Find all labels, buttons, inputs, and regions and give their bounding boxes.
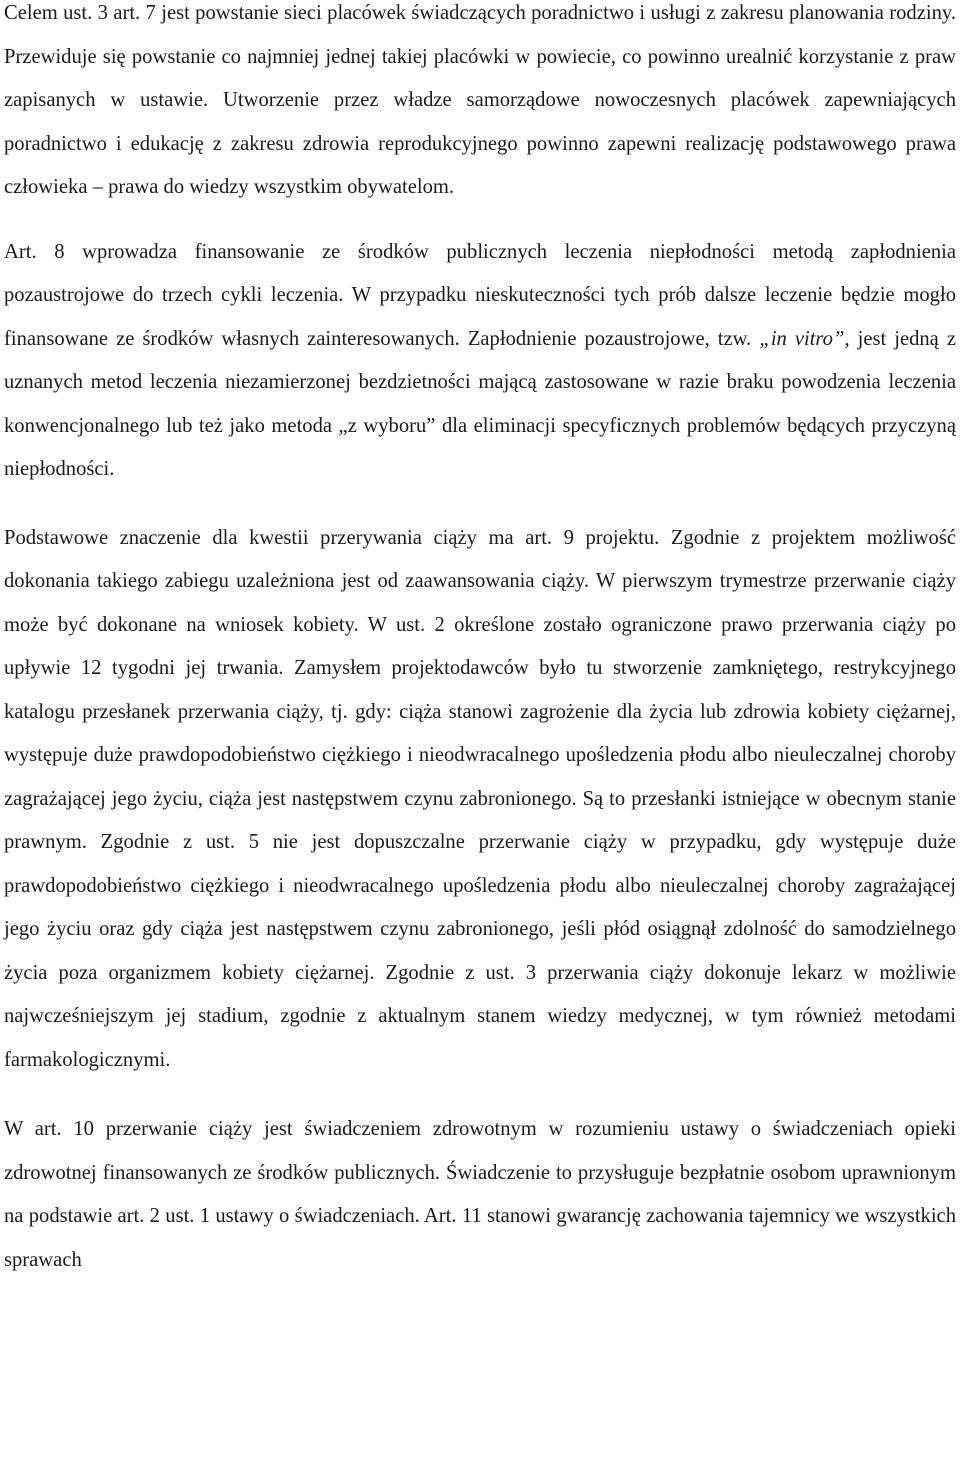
paragraph-art-7: [4, 0, 956, 210]
paragraph-art-9-text: Podstawowe znaczenie dla kwestii przerywania ciąży ma art. 9 projektu. Zgodnie z projektem możliwość dokonania takiego zabiegu uzależniona jest od zaawansowania ciąży. W pierwszym trymestrze przerwanie ciąży może być dokonane na wniosek kobiety. W ust. 2 określone zostało ograniczone prawo przerwania ciąży po upływie 12 tygodni jej trwania. Zamysłem projektodawców było tu stworzenie zamkniętego, restrykcyjnego katalogu przesłanek przerwania ciąży, tj. gdy: ciąża stanowi zagrożenie dla życia lub zdrowia kobiety ciężarnej, występuje duże prawdopodobieństwo ciężkiego i nieodwracalnego upośledzenia płodu albo nieuleczalnej choroby zagrażającej jego życiu, ciąża jest następstwem czynu zabronionego. Są to przesłanki istniejące w obecnym stanie prawnym. Zgodnie z ust. 5 nie jest dopuszczalne przerwanie ciąży w przypadku, gdy występuje duże prawdopodobieństwo ciężkiego i nieodwracalnego upośledzenia płodu albo nieuleczalnej choroby zagrażającej jego życiu oraz gdy ciąża jest następstwem czynu zabronionego, jeśli płód osiągnął zdolność do samodzielnego życia poza organizmem kobiety ciężarnej. Zgodnie z ust. 3 przerwania ciąży dokonuje lekarz w możliwie najwcześniejszym jej stadium, zgodnie z aktualnym stanem wiedzy medycznej, w tym również metodami farmakologicznymi.: [4, 526, 956, 1071]
paragraph-art-8: [4, 231, 956, 492]
paragraph-art-9: [4, 517, 956, 1083]
paragraph-art-8-text-end: , jest jedną z uznanych metod leczenia niezamierzonej bezdzietności mającą zastosowane w razie braku powodzenia leczenia konwencjonalnego lub też jako metoda „z wyboru” dla eliminacji specyficznych problemów będących przyczyną niepłodności.: [4, 327, 956, 480]
in-vitro-term: „in vitro”: [759, 327, 845, 350]
paragraph-art-8-text-start: Art. 8 wprowadza finansowanie ze środków publicznych leczenia niepłodności metodą zapłodnienia pozaustrojowe do trzech cykli leczenia. W przypadku nieskuteczności tych prób dalsze leczenie będzie mogło finansowane ze środków własnych zainteresowanych. Zapłodnienie pozaustrojowe, tzw.: [4, 240, 956, 350]
document-page: [4, 0, 956, 1282]
paragraph-art-7-text: Celem ust. 3 art. 7 jest powstanie sieci placówek świadczących poradnictwo i usługi z zakresu planowania rodziny. Przewiduje się powstanie co najmniej jednej takiej placówki w powiecie, co powinno urealnić korzystanie z praw zapisanych w ustawie. Utworzenie przez władze samorządowe nowoczesnych placówek zapewniających poradnictwo i edukację z zakresu zdrowia reprodukcyjnego powinno zapewni realizację podstawowego prawa człowieka – prawa do wiedzy wszystkim obywatelom.: [4, 2, 956, 198]
paragraph-art-10-text: W art. 10 przerwanie ciąży jest świadczeniem zdrowotnym w rozumieniu ustawy o świadczeniach opieki zdrowotnej finansowanych ze środków publicznych. Świadczenie to przysługuje bezpłatnie osobom uprawnionym na podstawie art. 2 ust. 1 ustawy o świadczeniach. Art. 11 stanowi gwarancję zachowania tajemnicy we wszystkich sprawach: [4, 1118, 956, 1271]
paragraph-art-10: [4, 1108, 956, 1282]
